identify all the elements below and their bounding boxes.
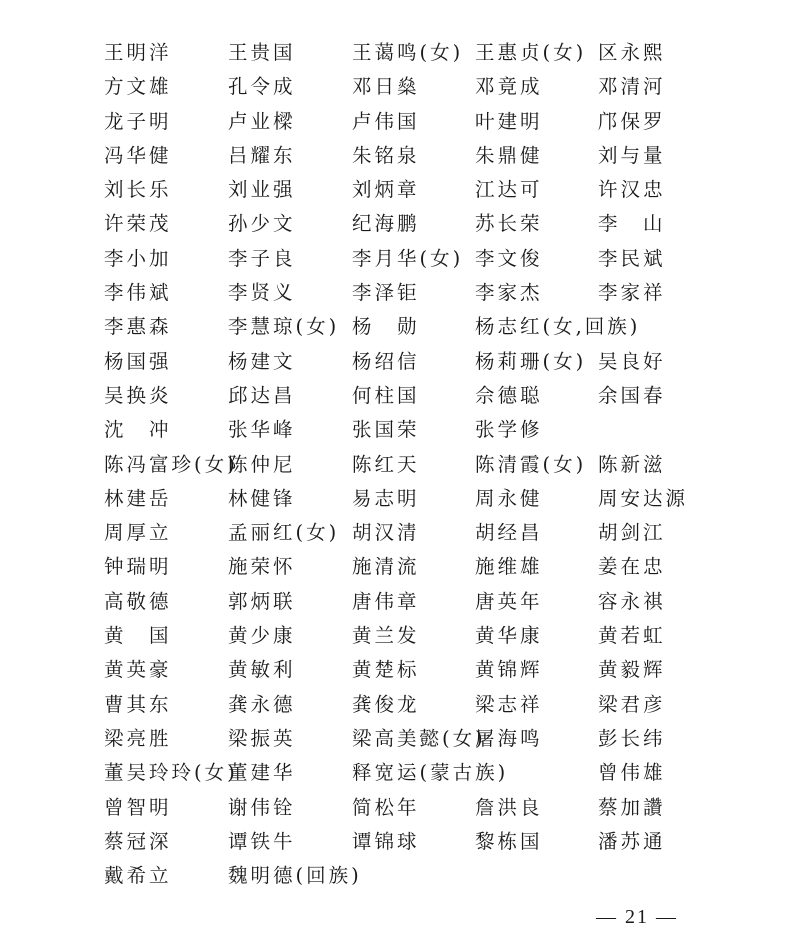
name-entry: 蔡加讚 bbox=[598, 795, 666, 819]
name-entry: 杨 勋 bbox=[352, 315, 420, 339]
name-entry: 王惠贞(女) bbox=[475, 41, 587, 64]
name-entry: 方文雄 bbox=[104, 75, 172, 99]
name-row bbox=[0, 379, 793, 413]
name-entry: 朱铭泉 bbox=[352, 143, 420, 167]
name-entry: 黄兰发 bbox=[352, 624, 420, 648]
name-entry: 王明洋 bbox=[104, 41, 172, 64]
name-entry: 龙子明 bbox=[104, 109, 172, 133]
name-entry: 施维雄 bbox=[475, 555, 543, 579]
name-entry: 戴希立 bbox=[104, 864, 172, 888]
name-entry: 詹洪良 bbox=[475, 795, 543, 819]
name-entry: 孙少文 bbox=[228, 212, 296, 236]
name-entry: 容永祺 bbox=[598, 589, 666, 613]
name-entry: 黄英豪 bbox=[104, 658, 172, 682]
name-entry: 叶建明 bbox=[475, 109, 543, 133]
name-row bbox=[0, 619, 793, 653]
name-entry: 苏长荣 bbox=[475, 212, 543, 236]
name-entry: 江达可 bbox=[475, 178, 543, 202]
name-entry: 刘业强 bbox=[228, 178, 296, 202]
name-entry: 谭铁牛 bbox=[228, 829, 296, 853]
name-row bbox=[0, 825, 793, 859]
name-row bbox=[0, 139, 793, 173]
name-row bbox=[0, 310, 793, 344]
name-entry: 施清流 bbox=[352, 555, 420, 579]
name-row bbox=[0, 105, 793, 139]
name-entry: 黎栋国 bbox=[475, 829, 543, 853]
name-entry: 邓竟成 bbox=[475, 75, 543, 99]
name-row bbox=[0, 516, 793, 550]
name-entry: 梁高美懿(女) bbox=[352, 726, 486, 750]
name-entry: 邓日燊 bbox=[352, 75, 420, 99]
name-entry: 胡剑江 bbox=[598, 521, 666, 545]
name-entry: 彭长纬 bbox=[598, 726, 666, 750]
name-entry: 胡经昌 bbox=[475, 521, 543, 545]
name-entry: 佘德聪 bbox=[475, 383, 543, 407]
name-entry: 周厚立 bbox=[104, 521, 172, 545]
name-row bbox=[0, 791, 793, 825]
name-entry: 胡汉清 bbox=[352, 521, 420, 545]
name-entry: 张华峰 bbox=[228, 418, 296, 442]
name-row bbox=[0, 653, 793, 687]
name-entry: 谭锦球 bbox=[352, 829, 420, 853]
name-entry: 李月华(女) bbox=[352, 246, 464, 270]
names-grid bbox=[0, 36, 793, 893]
name-entry: 李贤义 bbox=[228, 281, 296, 305]
name-entry: 黄少康 bbox=[228, 624, 296, 648]
name-row bbox=[0, 859, 793, 893]
name-entry: 周安达源 bbox=[598, 486, 689, 510]
name-row bbox=[0, 448, 793, 482]
name-entry: 许汉忠 bbox=[598, 178, 666, 202]
name-entry: 王贵国 bbox=[228, 41, 296, 64]
name-entry: 谢伟铨 bbox=[228, 795, 296, 819]
name-entry: 黄若虹 bbox=[598, 624, 666, 648]
name-entry: 陈红天 bbox=[352, 452, 420, 476]
name-entry: 杨国强 bbox=[104, 349, 172, 373]
name-entry: 朱鼎健 bbox=[475, 143, 543, 167]
name-entry: 蔡冠深 bbox=[104, 829, 172, 853]
name-row bbox=[0, 550, 793, 584]
name-row bbox=[0, 36, 793, 70]
name-entry: 李伟斌 bbox=[104, 281, 172, 305]
name-entry: 李惠森 bbox=[104, 315, 172, 339]
name-entry: 李泽钜 bbox=[352, 281, 420, 305]
name-entry: 黄毅辉 bbox=[598, 658, 666, 682]
name-row bbox=[0, 242, 793, 276]
name-entry: 张国荣 bbox=[352, 418, 420, 442]
name-entry: 董建华 bbox=[228, 761, 296, 785]
name-entry: 陈清霞(女) bbox=[475, 452, 587, 476]
name-entry: 易志明 bbox=[352, 486, 420, 510]
name-entry: 杨志红(女,回族) bbox=[475, 315, 641, 339]
name-entry: 冯华健 bbox=[104, 143, 172, 167]
name-entry: 潘苏通 bbox=[598, 829, 666, 853]
name-entry: 孟丽红(女) bbox=[228, 521, 340, 545]
name-entry: 释宽运(蒙古族) bbox=[352, 761, 509, 785]
name-entry: 梁亮胜 bbox=[104, 726, 172, 750]
name-row bbox=[0, 585, 793, 619]
name-entry: 余国春 bbox=[598, 383, 666, 407]
name-entry: 董吴玲玲(女) bbox=[104, 761, 238, 785]
name-row bbox=[0, 482, 793, 516]
name-entry: 邱达昌 bbox=[228, 383, 296, 407]
name-entry: 黄敏利 bbox=[228, 658, 296, 682]
name-entry: 何柱国 bbox=[352, 383, 420, 407]
name-entry: 李家杰 bbox=[475, 281, 543, 305]
name-entry: 区永熙 bbox=[598, 41, 666, 64]
name-entry: 周永健 bbox=[475, 486, 543, 510]
name-entry: 曹其东 bbox=[104, 692, 172, 716]
name-entry: 姜在忠 bbox=[598, 555, 666, 579]
name-entry: 梁振英 bbox=[228, 726, 296, 750]
name-row bbox=[0, 756, 793, 790]
name-entry: 刘长乐 bbox=[104, 178, 172, 202]
name-entry: 李慧琼(女) bbox=[228, 315, 340, 339]
name-entry: 孔令成 bbox=[228, 75, 296, 99]
name-entry: 杨建文 bbox=[228, 349, 296, 373]
name-entry: 唐英年 bbox=[475, 589, 543, 613]
name-row bbox=[0, 207, 793, 241]
name-entry: 李家祥 bbox=[598, 281, 666, 305]
page-number: — 21 — bbox=[596, 906, 678, 928]
name-entry: 沈 冲 bbox=[104, 418, 172, 442]
name-entry: 陈新滋 bbox=[598, 452, 666, 476]
name-entry: 邝保罗 bbox=[598, 109, 666, 133]
name-entry: 王蔼鸣(女) bbox=[352, 41, 464, 64]
name-entry: 刘炳章 bbox=[352, 178, 420, 202]
name-entry: 杨绍信 bbox=[352, 349, 420, 373]
name-entry: 林建岳 bbox=[104, 486, 172, 510]
name-entry: 钟瑞明 bbox=[104, 555, 172, 579]
name-entry: 黄 国 bbox=[104, 624, 172, 648]
name-entry: 郭炳联 bbox=[228, 589, 296, 613]
name-entry: 唐伟章 bbox=[352, 589, 420, 613]
name-entry: 黄华康 bbox=[475, 624, 543, 648]
name-row bbox=[0, 345, 793, 379]
name-row bbox=[0, 722, 793, 756]
name-entry: 张学修 bbox=[475, 418, 543, 442]
name-entry: 曾伟雄 bbox=[598, 761, 666, 785]
name-entry: 卢业樑 bbox=[228, 109, 296, 133]
name-entry: 曾智明 bbox=[104, 795, 172, 819]
name-entry: 吴换炎 bbox=[104, 383, 172, 407]
name-entry: 吴良好 bbox=[598, 349, 666, 373]
name-entry: 许荣茂 bbox=[104, 212, 172, 236]
name-entry: 李文俊 bbox=[475, 246, 543, 270]
name-row bbox=[0, 413, 793, 447]
name-entry: 李 山 bbox=[598, 212, 666, 236]
name-entry: 魏明德(回族) bbox=[228, 864, 362, 888]
name-entry: 龚永德 bbox=[228, 692, 296, 716]
name-entry: 吕耀东 bbox=[228, 143, 296, 167]
name-row bbox=[0, 688, 793, 722]
name-entry: 纪海鹏 bbox=[352, 212, 420, 236]
name-row bbox=[0, 70, 793, 104]
name-entry: 刘与量 bbox=[598, 143, 666, 167]
name-entry: 邓清河 bbox=[598, 75, 666, 99]
name-entry: 黄楚标 bbox=[352, 658, 420, 682]
name-row bbox=[0, 276, 793, 310]
name-entry: 陈冯富珍(女) bbox=[104, 452, 238, 476]
name-entry: 李民斌 bbox=[598, 246, 666, 270]
name-entry: 黄锦辉 bbox=[475, 658, 543, 682]
name-entry: 屠海鸣 bbox=[475, 726, 543, 750]
name-entry: 李小加 bbox=[104, 246, 172, 270]
name-entry: 李子良 bbox=[228, 246, 296, 270]
name-entry: 梁君彦 bbox=[598, 692, 666, 716]
name-entry: 卢伟国 bbox=[352, 109, 420, 133]
name-row bbox=[0, 173, 793, 207]
name-entry: 龚俊龙 bbox=[352, 692, 420, 716]
name-entry: 林健锋 bbox=[228, 486, 296, 510]
name-entry: 梁志祥 bbox=[475, 692, 543, 716]
name-entry: 高敬德 bbox=[104, 589, 172, 613]
name-entry: 施荣怀 bbox=[228, 555, 296, 579]
name-entry: 简松年 bbox=[352, 795, 420, 819]
name-entry: 陈仲尼 bbox=[228, 452, 296, 476]
name-entry: 杨莉珊(女) bbox=[475, 349, 587, 373]
